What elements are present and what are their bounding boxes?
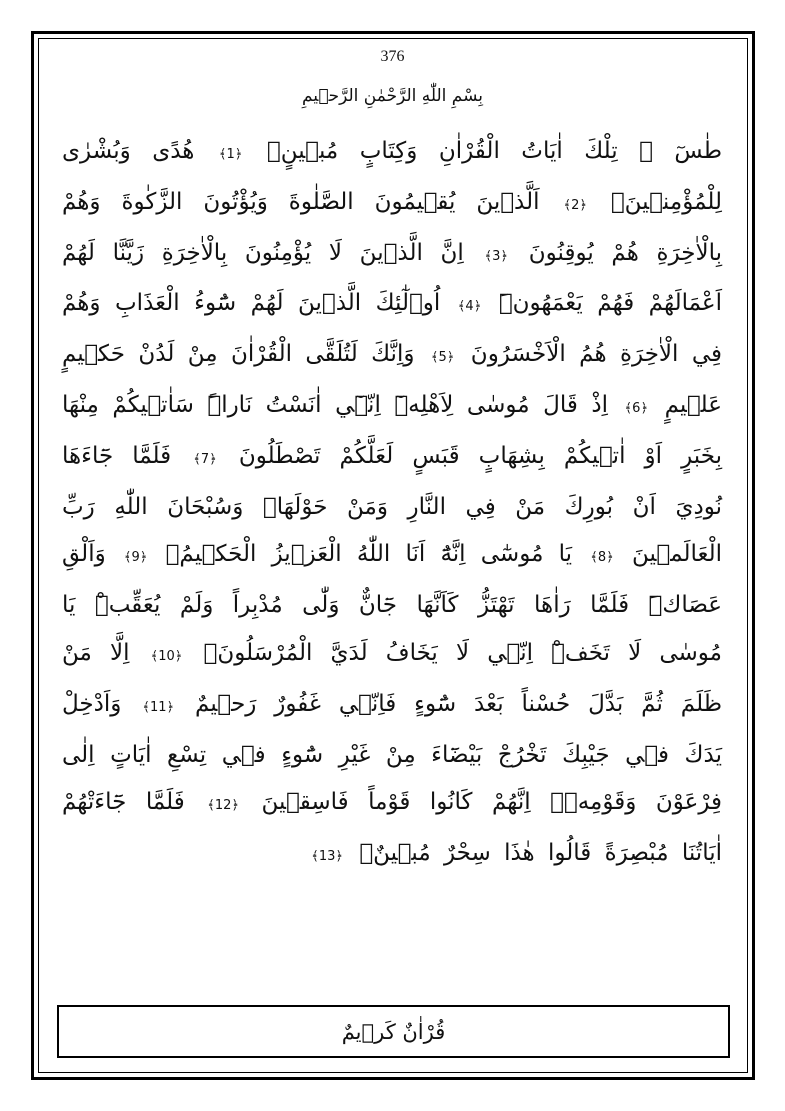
verse-text: طٰسٓ ۜ تِلْكَ اٰيَاتُ الْقُرْاٰنِ وَكِتَابٍ مُب۪ينٍۙ — [266, 138, 723, 164]
verse-text: هُدًى وَبُشْرٰى لِلْمُؤْمِن۪ينَۙ — [62, 138, 722, 215]
verse-number-marker: ﴿8﴾ — [590, 550, 614, 566]
verse-text: اِنَّ الَّذ۪ينَ لَا يُؤْمِنُونَ بِالْاٰخِرَةِ زَيَّنَّا لَهُمْ اَعْمَالَهُمْ فَهُمْ يَعْمَهُونَۜ — [62, 239, 723, 317]
verse-number-marker: ﴿5﴾ — [430, 350, 455, 366]
verse-text: فَلَمَّا جَٓاءَهَا نُودِيَ اَنْ بُورِكَ مَنْ فِي النَّارِ وَمَنْ حَوْلَهَاۜ وَسُبْحَانَ اللّٰهِ رَبِّ الْعَالَم۪ينَ — [62, 442, 723, 568]
verse-number-marker: ﴿2﴾ — [563, 197, 587, 213]
verse-text: وَاِنَّكَ لَتُلَقَّى الْقُرْاٰنَ مِنْ لَدُنْ حَك۪يمٍ عَل۪يمٍ — [62, 341, 723, 418]
verse-number-marker: ﴿3﴾ — [484, 248, 509, 264]
verse-9 — [106, 541, 572, 567]
basmala-heading: بِسْمِ اللّٰهِ الرَّحْمٰنِ الرَّح۪يمِ — [301, 86, 484, 106]
verse-number-marker: ﴿1﴾ — [218, 147, 243, 162]
footer-title: قُرْاٰنٌ كَر۪يمٌ — [341, 1019, 446, 1044]
verses-block — [62, 128, 722, 881]
page-number: 376 — [380, 48, 405, 65]
verse-text: اِذْ قَالَ مُوسٰى لِاَهْلِه۪ٓ اِنّ۪ٓي اٰنَسْتُ نَاراًۜ سَاٰت۪يكُمْ مِنْهَا بِخَبَرٍ اَوْ اٰت۪يكُمْ بِشِهَابٍ قَبَسٍ لَعَلَّكُمْ تَصْطَلُونَ — [62, 391, 722, 469]
verse-number-marker: ﴿12﴾ — [207, 798, 240, 814]
verse-number-marker: ﴿11﴾ — [142, 699, 175, 715]
footer-title-box — [57, 1005, 730, 1058]
verse-text: فَلَمَّا جَٓاءَتْهُمْ اٰيَاتُنَا مُبْصِرَةً قَالُوا هٰذَا سِحْرٌ مُب۪ينٌۚ — [62, 789, 722, 867]
verse-number-marker: ﴿6﴾ — [624, 400, 649, 416]
verse-number-marker: ﴿7﴾ — [193, 451, 217, 467]
verse-text: اُو۬لٰٓئِكَ الَّذ۪ينَ لَهُمْ سُٓوءُ الْعَذَابِ وَهُمْ فِي الْاٰخِرَةِ هُمُ الْاَخْسَرُونَ — [62, 290, 723, 368]
verse-number-marker: ﴿9﴾ — [123, 550, 148, 566]
verse-text: وَاَلْقِ عَصَاكَۜ فَلَمَّا رَاٰهَا تَهْتَزُّ كَاَنَّهَا جَٓانٌّ وَلّٰى مُدْبِراً وَلَمْ يُعَقِّبْۜ يَا مُوسٰى لَا تَخَفْۜ اِنّ۪ي لَا يَخَافُ لَدَيَّ الْمُرْسَلُونَۗ — [62, 541, 722, 666]
verse-text: يَا مُوسٰٓى اِنَّهُٓ اَنَا اللّٰهُ الْعَز۪يزُ الْحَك۪يمُۙ — [165, 541, 573, 568]
verse-number-marker: ﴿13﴾ — [311, 849, 344, 865]
verse-text: وَاَدْخِلْ يَدَكَ ف۪ي جَيْبِكَ تَخْرُجْ بَيْضَٓاءَ مِنْ غَيْرِ سُٓوءٍ ف۪ي تِسْعِ اٰيَاتٍ اِلٰى فِرْعَوْنَ وَقَوْمِه۪ۜ اِنَّهُمْ كَانُوا قَوْماً فَاسِق۪ينَ — [62, 690, 723, 816]
verse-number-marker: ﴿4﴾ — [457, 299, 482, 315]
verse-text: اِلَّا مَنْ ظَلَمَ ثُمَّ بَدَّلَ حُسْناً بَعْدَ سُٓوءٍ فَاِنّ۪ي غَفُورٌ رَح۪يمٌ — [62, 639, 723, 717]
verse-text: اَلَّذ۪ينَ يُق۪يمُونَ الصَّلٰوةَ وَيُؤْتُونَ الزَّكٰوةَ وَهُمْ بِالْاٰخِرَةِ هُمْ يُوقِنُونَ — [62, 188, 723, 266]
verse-number-marker: ﴿10﴾ — [150, 648, 183, 664]
verse-1 — [194, 138, 722, 164]
